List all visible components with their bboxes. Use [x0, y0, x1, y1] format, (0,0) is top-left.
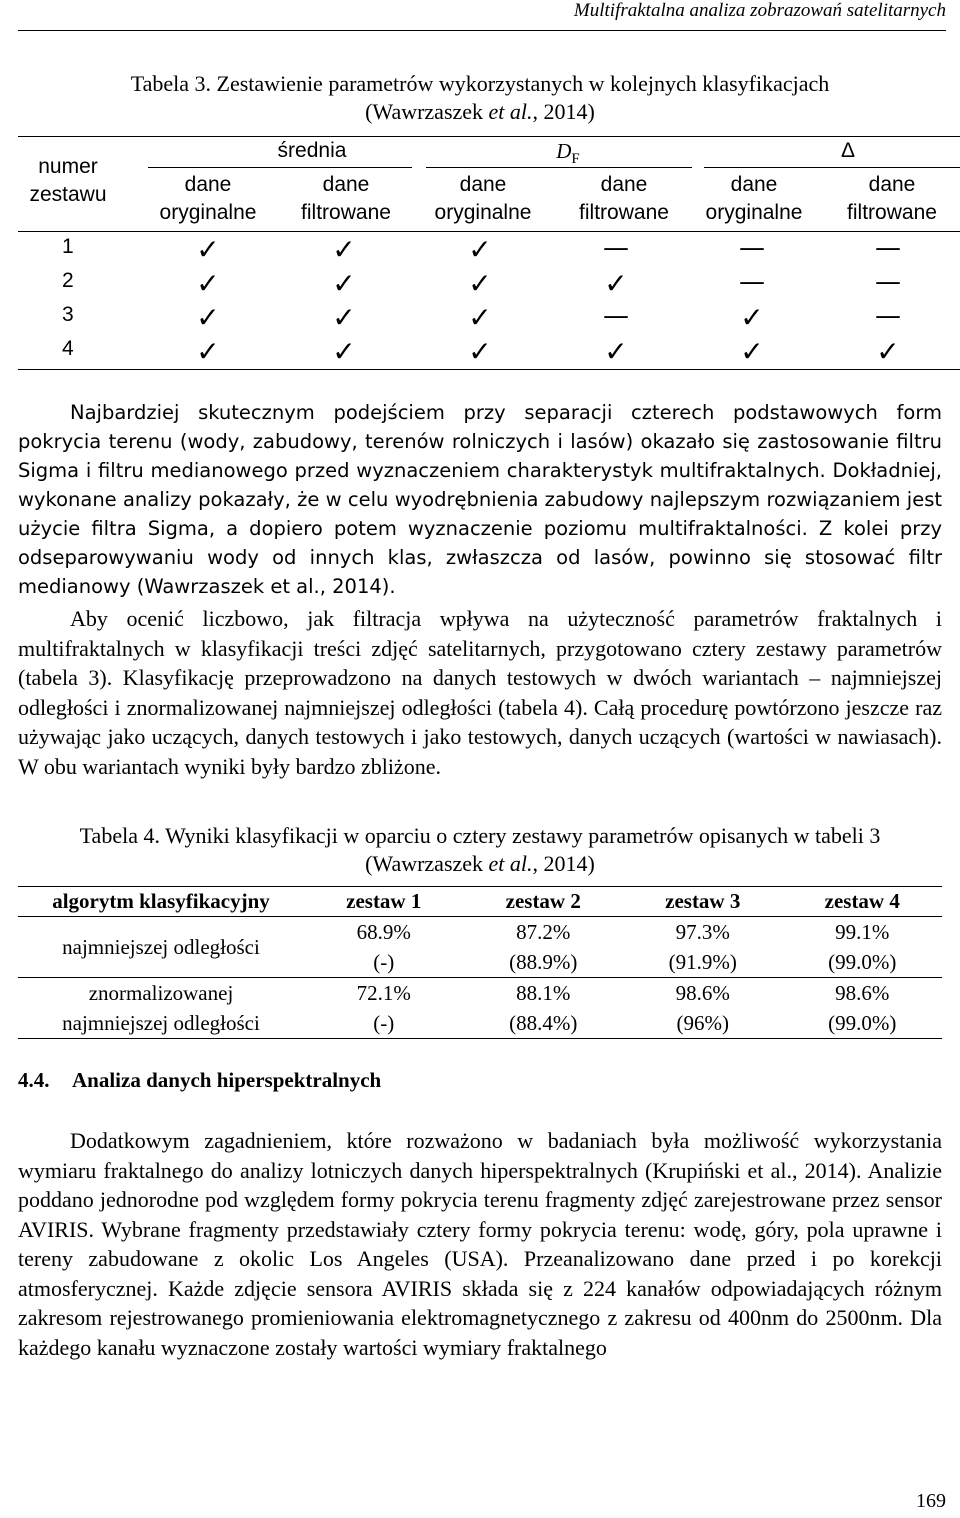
cell-value-swapped: (91.9%)	[668, 950, 737, 974]
table3-header-rule	[18, 231, 960, 232]
df-main: D	[556, 139, 572, 163]
cell-value: 68.9%	[356, 920, 411, 944]
table4-header-set2: zestaw 2	[464, 887, 624, 917]
table3-cell: —	[875, 233, 901, 263]
table3	[18, 136, 960, 370]
table3-cell: ✓	[196, 267, 220, 300]
table4-cell	[783, 978, 943, 1039]
table3-cell: —	[603, 301, 629, 331]
cell-value-swapped: (99.0%)	[828, 1011, 897, 1035]
table3-row	[18, 233, 960, 267]
table3-cell: ✓	[196, 301, 220, 334]
table3-cell: —	[875, 301, 901, 331]
cell-value: 99.1%	[835, 920, 890, 944]
table4-row-label	[18, 978, 304, 1039]
caption-citation-author: (Wawrzaszek	[365, 851, 489, 876]
table3-sub-delta-filt: dane filtrowane	[847, 173, 937, 224]
table3-cell: ✓	[468, 301, 492, 334]
caption-citation-etal: et al.	[488, 851, 533, 876]
table4-caption-line1: Tabela 4. Wyniki klasyfikacji w oparciu o cztery zestawy parametrów opisanych w tabeli 3	[79, 823, 881, 848]
table3-sub-df-orig: dane oryginalne	[434, 173, 532, 224]
table4	[18, 886, 942, 1039]
table3-group-df	[448, 139, 688, 168]
table3-row	[18, 335, 960, 369]
table4-caption	[18, 822, 942, 878]
cell-value-swapped: (99.0%)	[828, 950, 897, 974]
table3-cell: ✓	[332, 233, 356, 266]
table3-sub-delta-orig: dane oryginalne	[705, 173, 803, 224]
caption-citation-author: (Wawrzaszek	[365, 99, 489, 124]
table3-cell: ✓	[332, 267, 356, 300]
table3-cell: ✓	[468, 335, 492, 368]
table3-row	[18, 267, 960, 301]
body-paragraph-1: Najbardziej skutecznym podejściem przy separacji czterech podstawowych form pokrycia terenu (wody, zabudowy, terenów rolniczych i lasów) okazało się zastosowanie filtru Sigma i filtru medianowego przed wyznaczeniem charakterystyk multifraktalnych. Dokładniej, wykonane analizy pokazały, że w celu wyodrębnienia zabudowy najlepszym rozwiązaniem jest użycie filtra Sigma, a dopiero potem wyznaczenie poziomu multifraktalności. Z kolei przy odseparowywaniu wody od innych klas, zwłaszcza od lasów, powinno się stosować filtr medianowy (Wawrzaszek et al., 2014).	[18, 401, 942, 598]
section-heading	[18, 1068, 381, 1093]
table3-group-rule-df	[426, 167, 692, 168]
table4-caption-line2	[18, 850, 942, 878]
table3-cell: ✓	[740, 335, 764, 368]
running-head: Multifraktalna analiza zobrazowań satelitarnych	[18, 0, 946, 31]
table4-cell	[464, 917, 624, 978]
table4-cell	[464, 978, 624, 1039]
table4-cell	[304, 917, 464, 978]
table3-sub-srednia-orig: dane oryginalne	[159, 173, 257, 224]
table3-cell: ✓	[740, 301, 764, 334]
row-label-text: najmniejszej odległości	[62, 1011, 260, 1035]
table3-sub-df-filt: dane filtrowane	[579, 173, 669, 224]
table4-header-set4: zestaw 4	[783, 887, 943, 917]
table3-sub-srednia-filt: dane filtrowane	[301, 173, 391, 224]
caption-citation-etal: et al.	[488, 99, 533, 124]
cell-value: 97.3%	[675, 920, 730, 944]
table3-group-srednia: średnia	[277, 139, 347, 162]
table4-cell	[623, 978, 783, 1039]
table3-cell: ✓	[604, 335, 628, 368]
table3-header-numer: numer zestawu	[29, 155, 107, 206]
table3-cell: —	[875, 267, 901, 297]
table3-cell: —	[739, 233, 765, 263]
table3-group-rule-delta	[704, 167, 960, 168]
cell-value: 72.1%	[356, 981, 411, 1005]
table3-row-number: 4	[62, 337, 74, 360]
cell-value: 98.6%	[835, 981, 890, 1005]
table3-caption-line1: Tabela 3. Zestawienie parametrów wykorzystanych w kolejnych klasyfikacjach	[130, 71, 830, 96]
table3-cell: ✓	[196, 233, 220, 266]
table4-cell	[623, 917, 783, 978]
table3-row-number: 1	[62, 235, 74, 258]
cell-value-swapped: (88.4%)	[509, 1011, 578, 1035]
table3-group-rule-srednia	[148, 167, 412, 168]
table3-cell: ✓	[468, 267, 492, 300]
cell-value: 88.1%	[516, 981, 571, 1005]
table4-header-set1: zestaw 1	[304, 887, 464, 917]
table-row	[18, 917, 942, 978]
table3-cell: ✓	[468, 233, 492, 266]
caption-citation-year: , 2014)	[532, 851, 595, 876]
table4-header-set3: zestaw 3	[623, 887, 783, 917]
caption-citation-year: , 2014)	[532, 99, 595, 124]
df-sub: F	[571, 151, 580, 168]
table4-cell	[304, 978, 464, 1039]
row-label-text: znormalizowanej	[88, 981, 234, 1005]
table3-row-number: 3	[62, 303, 74, 326]
cell-value-swapped: (88.9%)	[509, 950, 578, 974]
section-title-text: Analiza danych hiperspektralnych	[72, 1068, 382, 1092]
table-row	[18, 978, 942, 1039]
cell-value-swapped: (-)	[373, 950, 395, 974]
table3-cell: ✓	[604, 267, 628, 300]
body-paragraph-3: Dodatkowym zagadnieniem, które rozważono w badaniach była możliwość wykorzystania wymiaru fraktalnego do analizy lotniczych danych hiperspektralnych (Krupiński et al., 2014). Analizie poddano jednorodne pod względem formy pokrycia terenu fragmenty zdjęć zarejestrowane przez sensor AVIRIS. Wybrane fragmenty przedstawiały cztery formy pokrycia terenu: wodę, góry, pola uprawne i tereny zabudowane z okolic Los Angeles (USA). Przeanalizowano dane przed i po korekcji atmosferycznej. Każde zdjęcie sensora AVIRIS składa się z 224 kanałów odpowiadających różnym zakresom rejestrowanego promieniowania elektromagnetycznego z zakresu od 400nm do 2500nm. Dla każdego kanału wyznaczone zostały wartości wymiary fraktalnego	[18, 1128, 942, 1360]
table3-cell: —	[603, 233, 629, 263]
page-number: 169	[916, 1490, 946, 1512]
cell-value: 98.6%	[675, 981, 730, 1005]
row-label-text: najmniejszej odległości	[62, 935, 260, 959]
cell-value-swapped: (96%)	[676, 1011, 729, 1035]
table3-cell: —	[739, 267, 765, 297]
table3-group-delta: Δ	[840, 139, 856, 162]
table4-header-algorithm: algorytm klasyfikacyjny	[18, 887, 304, 917]
cell-value: 87.2%	[516, 920, 571, 944]
table3-row	[18, 301, 960, 335]
table3-row-number: 2	[62, 269, 74, 292]
table3-caption	[18, 70, 942, 126]
table4-header-row	[18, 887, 942, 917]
table3-cell: ✓	[876, 335, 900, 368]
cell-value-swapped: (-)	[373, 1011, 395, 1035]
table3-cell: ✓	[332, 301, 356, 334]
table3-cell: ✓	[332, 335, 356, 368]
table4-row-label	[18, 917, 304, 978]
section-number: 4.4.	[18, 1068, 50, 1092]
table3-cell: ✓	[196, 335, 220, 368]
table3-caption-line2	[18, 98, 942, 126]
body-paragraph-2: Aby ocenić liczbowo, jak filtracja wpływa na użyteczność parametrów fraktalnych i multifraktalnych w klasyfikacji treści zdjęć satelitarnych, przygotowano cztery zestawy parametrów (tabela 3). Klasyfikację przeprowadzono na danych testowych w dwóch wariantach – najmniejszej odległości i znormalizowanej najmniejszej odległości (tabela 4). Całą procedurę powtórzono jeszcze raz używając jako uczących, danych testowych i jako testowych, danych uczących (wartości w nawiasach). W obu wariantach wyniki były bardzo zbliżone.	[18, 606, 942, 779]
table4-cell	[783, 917, 943, 978]
